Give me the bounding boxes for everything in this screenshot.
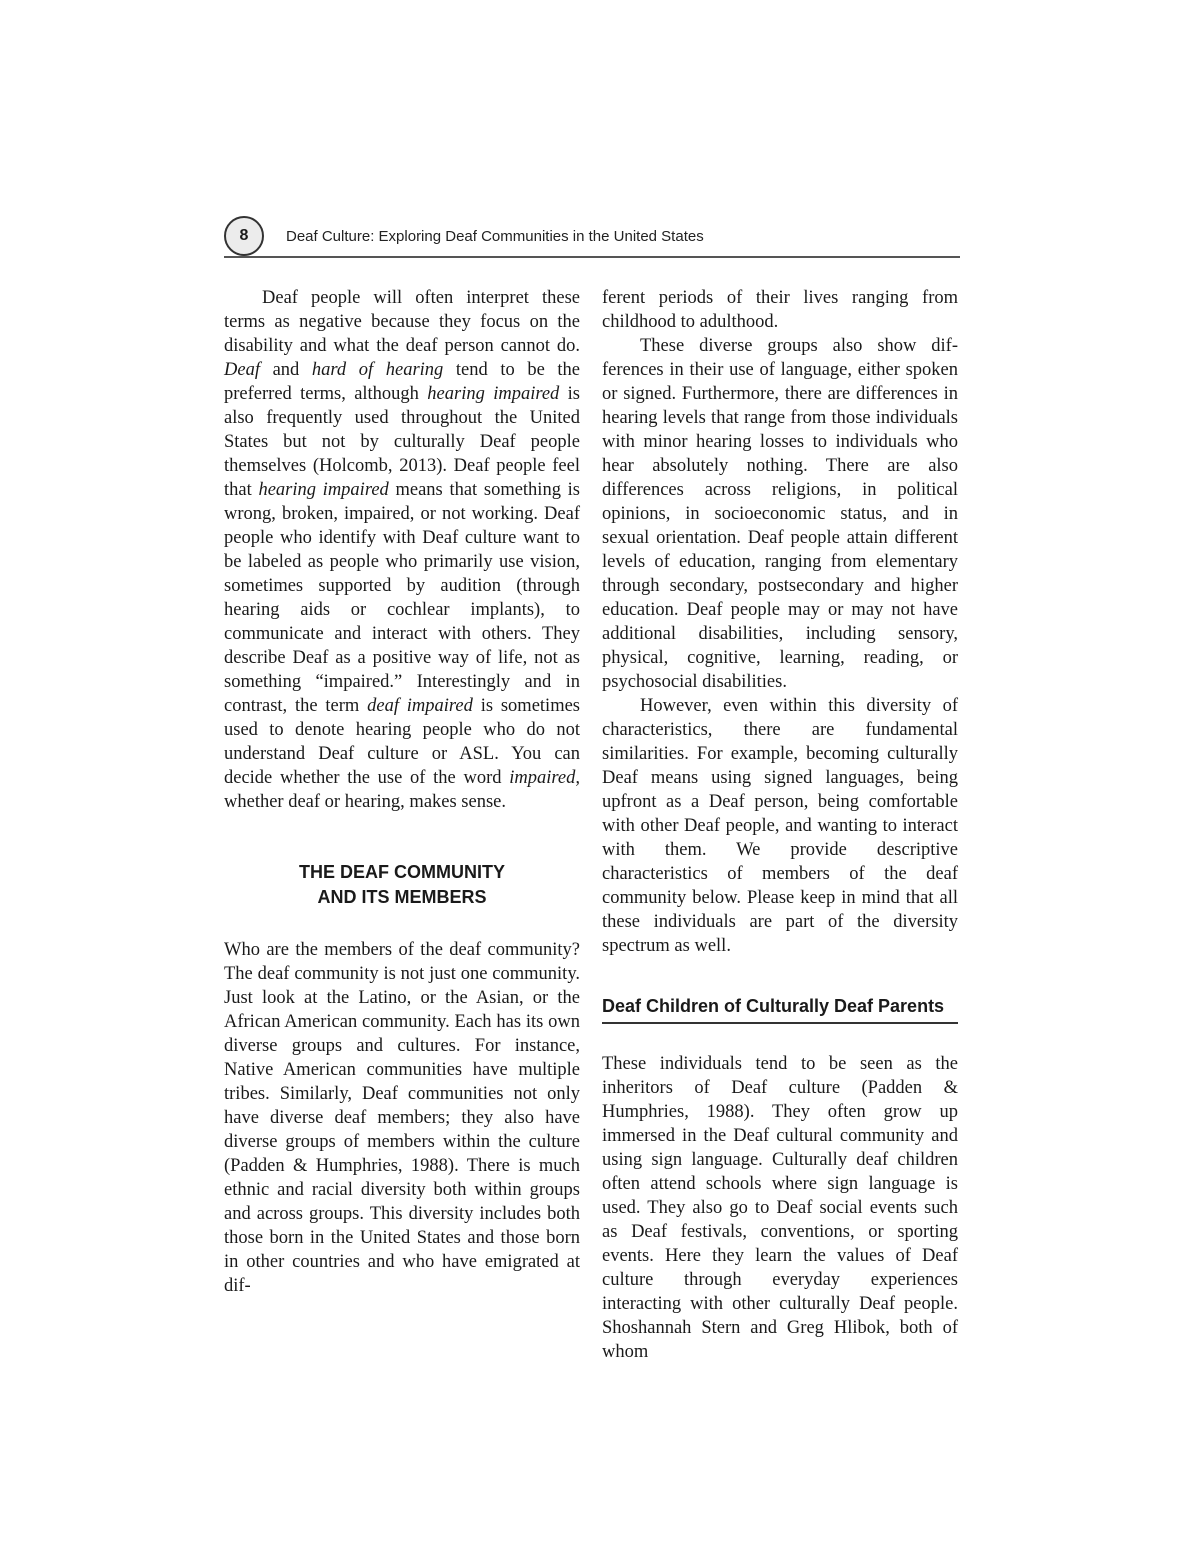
page-header xyxy=(224,216,960,258)
page-number: 8 xyxy=(224,216,264,256)
paragraph-diverse-groups: These diverse groups also show differences in their use of language, either spoken or signed. Furthermore, there are differences in hearing levels that range from those individuals with minor hearing losses to individuals who hear absolutely nothing. There are also differences across religions, in political opinions, in socioeconomic status, and in sexual orientation. Deaf people attain different levels of education, ranging from elementary through secondary, postsecondary and higher education. Deaf people may or may not have additional disabilities, including sensory, physical, cognitive, learning, reading, or psychosocial disabilities. xyxy=(602,336,958,692)
section-heading-line2: AND ITS MEMBERS xyxy=(317,887,487,907)
paragraph-similarities: However, even within this diversity of characteristics, there are fundamental similarities. For example, becoming culturally Deaf means using signed languages, being upfront as a Deaf person, being comfortable with other Deaf people, and wanting to interact with them. We provide descriptive characteristics of members of the deaf community below. Please keep in mind that all these individuals are part of the diversity spectrum as well. xyxy=(602,696,958,956)
right-column xyxy=(602,286,958,1364)
running-title: Deaf Culture: Exploring Deaf Communities in the United States xyxy=(286,228,704,245)
paragraph-deaf-children: These individuals tend to be seen as the inheritors of Deaf culture (Padden & Humphries, 1988). They often grow up immersed in the Deaf cultural community and using sign language. Culturally deaf children often attend schools where sign language is used. They also go to Deaf social events such as Deaf festivals, conventions, or sporting events. Here they learn the values of Deaf culture through everyday experiences interacting with other culturally Deaf people. Shoshannah Stern and Greg Hlibok, both of whom xyxy=(602,1054,958,1362)
paragraph-terms: Deaf people will often interpret these terms as negative because they focus on the disability and what the deaf person cannot do. Deaf and hard of hearing tend to be the preferred terms, although hearing impaired is also frequently used throughout the United States but not by culturally Deaf people themselves (Holcomb, 2013). Deaf people feel that hearing impaired means that something is wrong, broken, impaired, or not working. Deaf people who identify with Deaf culture want to be labeled as people who primarily use vision, sometimes supported by audition (through hearing aids or cochlear implants), to communicate and interact with others. They describe Deaf as a positive way of life, not as something “impaired.” Interestingly and in contrast, the term deaf impaired is sometimes used to denote hearing people who do not understand Deaf culture or ASL. You can decide whether the use of the word impaired, whether deaf or hearing, makes sense. xyxy=(224,288,580,812)
left-column xyxy=(224,286,580,1298)
paragraph-community-members: Who are the members of the deaf community? The deaf community is not just one community. Just look at the Latino, or the Asian, or the African American community. Each has its own diverse groups and cultures. For instance, Native American communities have multiple tribes. Similarly, Deaf communities not only have diverse deaf members; they also have diverse groups of members within the culture (Padden & Humphries, 1988). There is much ethnic and racial diversity both within groups and across groups. This diversity includes both those born in the United States and those born in other countries and who have emigrated at dif- xyxy=(224,940,580,1296)
subsection-heading: Deaf Children of Culturally Deaf Parents xyxy=(602,994,958,1024)
section-heading xyxy=(224,860,580,910)
paragraph-continued: ferent periods of their lives ranging from childhood to adulthood. xyxy=(602,288,958,332)
section-heading-line1: THE DEAF COMMUNITY xyxy=(299,862,505,882)
